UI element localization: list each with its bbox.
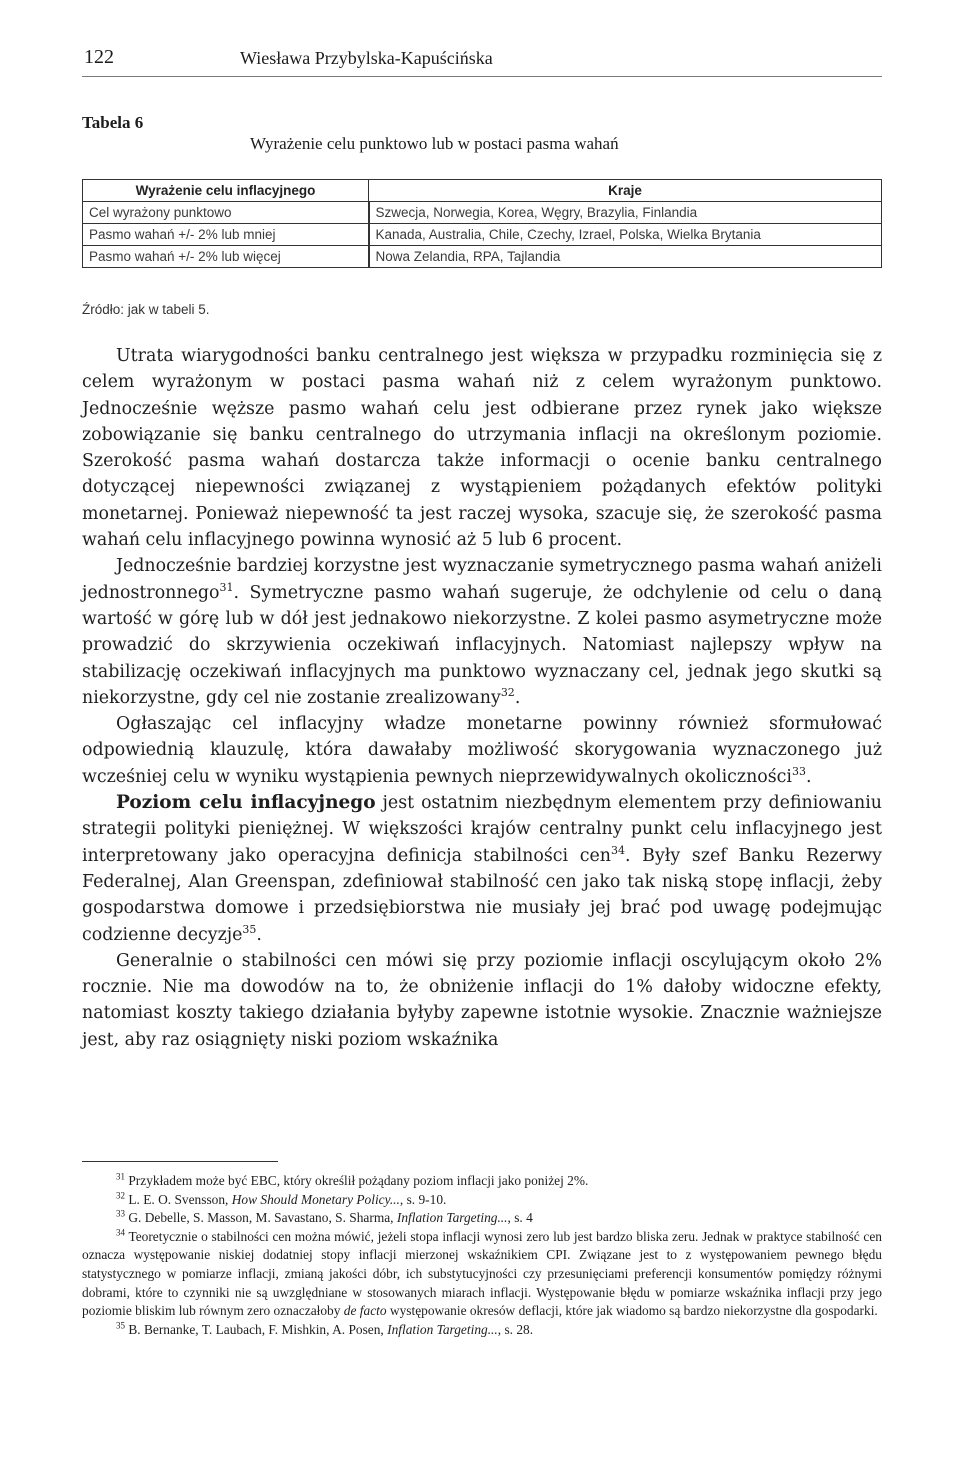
table-row: [83, 202, 882, 224]
paragraph: Generalnie o stabilności cen mówi się przy poziomie inflacji oscylującym około 2% rocznie. Nie ma dowodów na to, że obniżenie inflacji do 1% dałoby widoczne efekty, natomiast koszty takiego działania byłyby zapewne istotnie wysokie. Znacznie ważniejsze jest, aby raz osiągnięty niski poziom wskaźnika: [82, 950, 882, 1050]
footnote-divider: [82, 1161, 278, 1162]
page-number: 122: [84, 46, 114, 68]
paragraph: [82, 711, 882, 790]
paragraph-text: jest ostatnim niezbędnym elementem przy definiowaniu strategii polityki pieniężnej. W większości krajów centralny punkt celu inflacyjnego jest interpretowany jako operacyjna definicja stabilności cen: [82, 793, 882, 866]
footnote-number: 34: [116, 1227, 125, 1238]
footnotes: [82, 1172, 882, 1339]
footnote-text: , s. 28.: [497, 1321, 534, 1337]
running-head: [82, 42, 882, 77]
paragraph: [82, 790, 882, 948]
footnote-number: 32: [116, 1190, 125, 1201]
section-lead-bold: Poziom celu inflacyjnego: [116, 792, 376, 814]
footnote-number: 31: [116, 1171, 125, 1182]
paragraph-text: Ogłaszając cel inflacyjny władze monetarne powinny również sformułować odpowiednią klauzulę, która dawałaby możliwość skorygowania wyznaczonego już wcześniej celu w wyniku wystąpienia pewnych nieprzewidywalnych okoliczności: [82, 714, 882, 787]
footnote-text: , s. 4: [507, 1210, 533, 1226]
footnote-title: How Should Monetary Policy...: [231, 1191, 400, 1207]
table-column-header: Kraje: [369, 180, 882, 202]
table-header-row: [83, 180, 882, 202]
footnote: [82, 1209, 882, 1228]
footnote: [82, 1191, 882, 1210]
table-cell: Szwecja, Norwegia, Korea, Węgry, Brazylia, Finlandia: [369, 202, 882, 224]
paragraph-text: .: [256, 924, 262, 945]
table-column-header: Wyrażenie celu inflacyjnego: [83, 180, 369, 202]
table-cell: Pasmo wahań +/- 2% lub więcej: [83, 246, 369, 268]
footnote-ref: 34: [610, 843, 625, 857]
table-source-note: Źródło: jak w tabeli 5.: [82, 302, 210, 317]
table-cell: Nowa Zelandia, RPA, Tajlandia: [369, 246, 882, 268]
footnote-text: Teoretycznie o stabilności cen można mówić, jeżeli stopa inflacji wynosi zero lub jest bardzo bliska zeru. Jednak w praktyce stabilność cen oznacza występowanie niskiej dodatniej stopy inflacji mierzonej wskaźnikiem CPI. Związane jest to z występowaniem pewnego błędu statystycznego w pomiarze inflacji, zmianą jakości dóbr, ich substytucyjności czy przesunięciami preferencji konsumentów pomiędzy różnymi dobrami, które to czynniki nie są uwzględniane w stosowanych miarach inflacji. Występowanie błędu w pomiarze wskaźnika inflacji przy jego poziomie bliskim lub równym zero oznaczałoby: [82, 1228, 882, 1319]
paragraph-text: . Były szef Banku Rezerwy Federalnej, Alan Greenspan, zdefiniował stabilność cen jako tak niską stopę inflacji, żeby gospodarstwa domowe i przedsiębiorstwa nie musiały jej brać pod uwagę podejmując codzienne decyzje: [82, 845, 882, 945]
footnote-ref: 31: [219, 580, 234, 594]
paragraph-text: .: [514, 687, 521, 708]
footnote-text: G. Debelle, S. Masson, M. Savastano, S. Sharma,: [125, 1210, 397, 1226]
paragraph-text: .: [805, 766, 812, 787]
footnote-text: Przykładem może być EBC, który określił pożądany poziom inflacji jako poniżej 2%.: [125, 1173, 589, 1188]
paragraph: [82, 553, 882, 711]
body-text: [82, 343, 882, 1053]
footnote-ref: 32: [500, 686, 515, 700]
footnote: [82, 1321, 882, 1340]
footnote-number: 35: [116, 1320, 125, 1331]
paragraph-text: . Symetryczne pasmo wahań sugeruje, że odchylenie od celu o daną wartość w górę lub w dół jest jednakowo niekorzystne. Z kolei pasmo asymetryczne może prowadzić do skrzywienia oczekiwań inflacyjnych. Natomiast najlepszy wpływ na stabilizację oczekiwań inflacyjnych ma punktowo wyznaczany cel, jednak jego skutki są niekorzystne, gdy cel nie zostanie zrealizowany: [82, 582, 882, 708]
footnote: [82, 1228, 882, 1321]
paragraph-text: Jednocześnie bardziej korzystne jest wyznaczanie symetrycznego pasma wahań aniżeli jednostronnego: [82, 556, 882, 603]
table-title: Wyrażenie celu punktowo lub w postaci pasma wahań: [250, 134, 619, 153]
footnote-number: 33: [116, 1208, 125, 1219]
footnote-text: B. Bernanke, T. Laubach, F. Mishkin, A. Posen,: [125, 1321, 388, 1337]
table-cell: Cel wyrażony punktowo: [83, 202, 369, 224]
paragraph: Utrata wiarygodności banku centralnego jest większa w przypadku rozminięcia się z celem wyrażonym w postaci pasma wahań niż z celem wyrażonym punktowo. Jednocześnie węższe pasmo wahań celu jest odbierane przez rynek jako większe zobowiązanie się banku centralnego do utrzymania inflacji na określonym poziomie. Szerokość pasma wahań dostarcza także informacji o ocenie banku centralnego dotyczącej niepewności związanej z wystąpieniem pożądanych efektów polityki monetarnej. Ponieważ niepewność ta jest raczej wysoka, szacuje się, że szerokość pasma wahań celu inflacyjnego powinna wynosić aż 5 lub 6 procent.: [82, 346, 882, 551]
countries-table: [82, 179, 882, 268]
table-cell: Pasmo wahań +/- 2% lub mniej: [83, 224, 369, 246]
footnote-ref: 33: [791, 764, 806, 778]
table-row: [83, 224, 882, 246]
footnote-italic: de facto: [343, 1303, 387, 1319]
running-author: Wiesława Przybylska-Kapuścińska: [240, 48, 493, 68]
table-label: Tabela 6: [82, 113, 144, 132]
footnote-title: Inflation Targeting...: [396, 1210, 508, 1226]
footnote-text: występowanie okresów deflacji, które jak wiadomo są bardzo niekorzystne dla gospodarki.: [386, 1303, 878, 1319]
table-row: [83, 246, 882, 268]
footnote-text: L. E. O. Svensson,: [125, 1191, 232, 1207]
footnote-ref: 35: [242, 922, 257, 936]
footnote: [82, 1172, 882, 1191]
footnote-text: , s. 9-10.: [399, 1191, 447, 1207]
table-cell: Kanada, Australia, Chile, Czechy, Izrael, Polska, Wielka Brytania: [369, 224, 882, 246]
footnote-title: Inflation Targeting...: [387, 1321, 498, 1337]
